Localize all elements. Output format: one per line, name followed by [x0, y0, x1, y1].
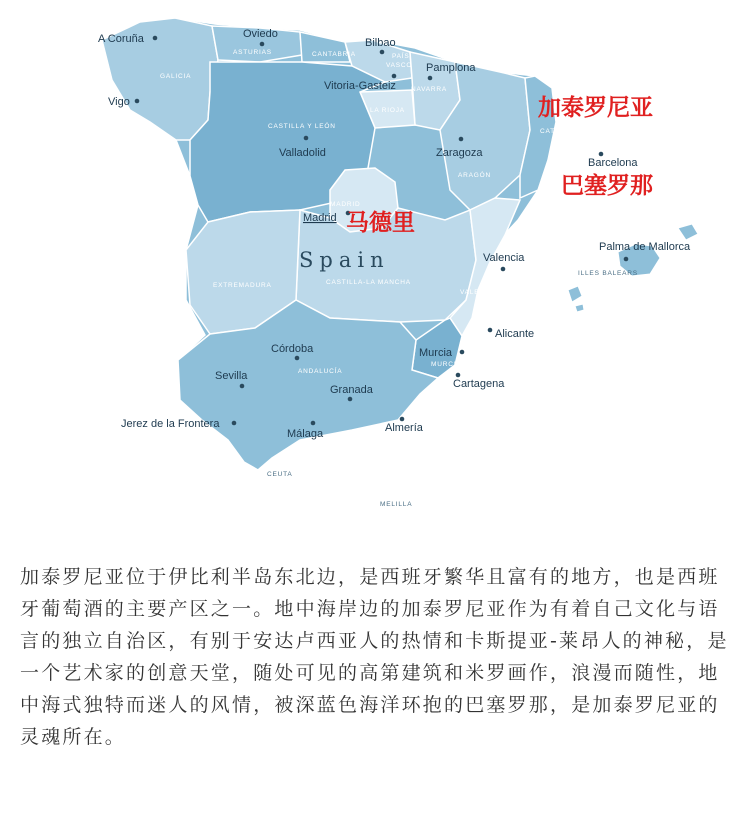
country-label: Spain	[299, 248, 390, 272]
region-label-illes-balears: ILLES BALEARS	[578, 270, 638, 277]
city-label-pamplona: Pamplona	[426, 62, 476, 74]
city-dot-almeria	[400, 417, 405, 422]
city-dot-cordoba	[295, 356, 300, 361]
city-dot-murcia	[460, 350, 465, 355]
region-label-melilla: MELILLA	[380, 501, 413, 508]
city-label-palma: Palma de Mallorca	[599, 241, 691, 253]
region-label-la-rioja: LA RIOJA	[370, 107, 405, 114]
city-label-zaragoza: Zaragoza	[436, 147, 483, 159]
city-label-a-coruna: A Coruña	[98, 33, 144, 45]
city-dot-vigo	[135, 99, 140, 104]
city-label-murcia: Murcia	[419, 347, 453, 359]
city-label-sevilla: Sevilla	[215, 370, 248, 382]
city-dot-cartagena	[456, 373, 461, 378]
city-label-bilbao: Bilbao	[365, 37, 396, 49]
city-label-jerez: Jerez de la Frontera	[121, 418, 220, 430]
region-label-cataluna: CATALUÑA	[540, 128, 581, 135]
city-label-valladolid: Valladolid	[279, 147, 326, 159]
city-label-valencia: Valencia	[483, 252, 525, 264]
city-label-alicante: Alicante	[495, 328, 535, 340]
region-label-pais-vasco-2: VASCO	[386, 62, 413, 69]
city-dot-palma	[624, 257, 629, 262]
city-label-cordoba: Córdoba	[271, 343, 314, 355]
city-dot-a-coruna	[153, 36, 158, 41]
city-dot-pamplona	[428, 76, 433, 81]
region-label-aragon: ARAGÓN	[458, 172, 491, 179]
region-label-extremadura: EXTREMADURA	[213, 282, 272, 289]
annotation-barcelona: 巴塞罗那	[561, 173, 653, 199]
city-label-vitoria: Vitoria-Gasteiz	[324, 80, 396, 92]
region-label-andalucia: ANDALUCÍA	[298, 368, 343, 375]
city-dot-barcelona	[599, 152, 604, 157]
region-label-castilla-mancha: CASTILLA-LA MANCHA	[326, 279, 411, 286]
region-label-castilla-leon: CASTILLA Y LEÓN	[268, 123, 336, 130]
city-dot-granada	[348, 397, 353, 402]
city-label-almeria: Almería	[385, 422, 423, 434]
region-label-valencia: VALENCIA	[460, 289, 499, 296]
annotation-madrid: 马德里	[346, 210, 415, 236]
region-label-madrid: MADRID	[330, 201, 361, 208]
city-dot-vitoria	[392, 74, 397, 79]
city-label-cartagena: Cartagena	[453, 378, 505, 390]
island-ibiza	[568, 286, 582, 302]
city-dot-zaragoza	[459, 137, 464, 142]
city-label-madrid: Madrid	[303, 212, 337, 224]
city-dot-jerez	[232, 421, 237, 426]
island-formentera	[575, 304, 584, 312]
city-label-granada: Granada	[330, 384, 373, 396]
city-dot-valencia	[501, 267, 506, 272]
region-label-asturias: ASTURIAS	[233, 49, 272, 56]
region-label-navarra: NAVARRA	[411, 86, 448, 93]
region-label-galicia: GALICIA	[160, 73, 192, 80]
city-dot-valladolid	[304, 136, 309, 141]
region-label-ceuta: CEUTA	[267, 471, 293, 478]
city-dot-bilbao	[380, 50, 385, 55]
city-dot-oviedo	[260, 42, 265, 47]
city-label-vigo: Vigo	[108, 96, 130, 108]
city-dot-sevilla	[240, 384, 245, 389]
city-dot-malaga	[311, 421, 316, 426]
island-menorca	[678, 224, 698, 240]
annotation-catalonia: 加泰罗尼亚	[538, 95, 653, 121]
city-label-oviedo: Oviedo	[243, 28, 278, 40]
region-label-murcia: MURCIA	[431, 361, 462, 368]
city-label-malaga: Málaga	[287, 428, 324, 440]
region-label-cantabria: CANTABRIA	[312, 51, 356, 58]
region-label-pais-vasco: PAÍS	[392, 53, 410, 60]
city-dot-alicante	[488, 328, 493, 333]
city-label-barcelona: Barcelona	[588, 157, 638, 169]
article-paragraph: 加泰罗尼亚位于伊比利半岛东北边，是西班牙繁华且富有的地方，也是西班牙葡萄酒的主要产区之一。地中海岸边的加泰罗尼亚作为有着自己文化与语言的独立自治区，有别于安达卢西亚人的热情和卡斯提亚-莱昂人的神秘，是一个艺术家的创意天堂，随处可见的高第建筑和米罗画作，浪漫而随性，地中海式独特而迷人的风情，被深蓝色海洋环抱的巴塞罗那，是加泰罗尼亚的灵魂所在。	[20, 566, 729, 748]
